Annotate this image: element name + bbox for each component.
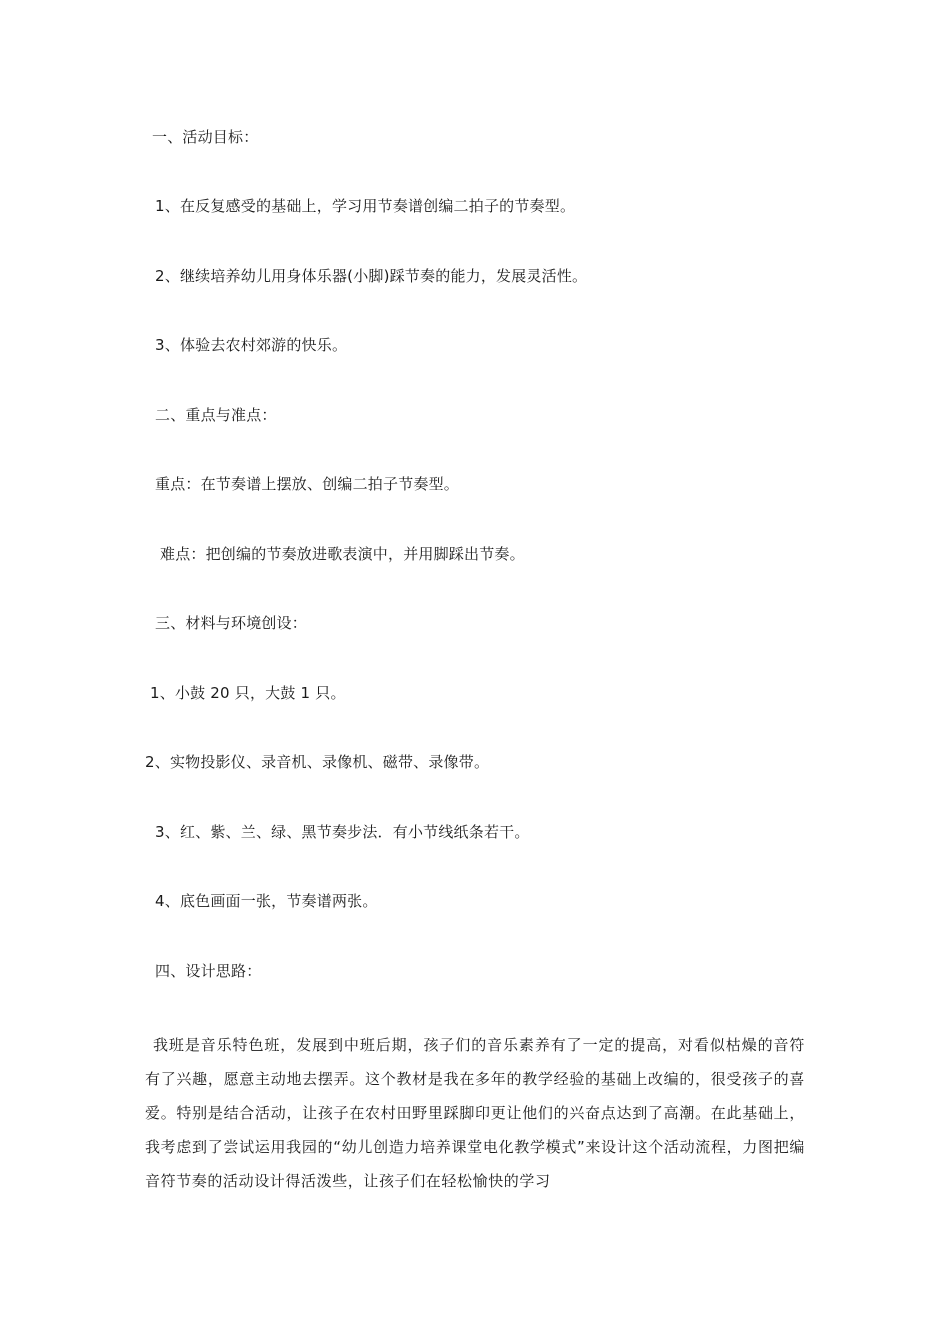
goal-item-1: 1、在反复感受的基础上，学习用节奏谱创编二拍子的节奏型。 — [155, 197, 576, 215]
heading-activity-goals: 一、活动目标： — [152, 128, 259, 146]
heading-key-points: 二、重点与准点： — [155, 406, 277, 424]
key-point-text: 重点：在节奏谱上摆放、创编二拍子节奏型。 — [155, 475, 460, 493]
design-ideas-paragraph: 我班是音乐特色班，发展到中班后期，孩子们的音乐素养有了一定的提高，对看似枯燥的音符有了兴趣，愿意主动地去摆弄。这个教材是我在多年的教学经验的基础上改编的，很受孩子的喜爱。特别是结合活动，让孩子在农村田野里踩脚印更让他们的兴奋点达到了高潮。在此基础上，我考虑到了尝试运用我园的“幼儿创造力培养课堂电化教学模式”来设计这个活动流程，力图把编音符节奏的活动设计得活泼些，让孩子们在轻松愉快的学习 — [145, 1036, 805, 1190]
material-item-1: 1、小鼓 20 只，大鼓 1 只。 — [150, 684, 346, 702]
goal-item-2: 2、继续培养幼儿用身体乐器(小脚)踩节奏的能力，发展灵活性。 — [155, 267, 588, 285]
heading-materials: 三、材料与环境创设： — [155, 614, 308, 632]
material-item-2: 2、实物投影仪、录音机、录像机、磁带、录像带。 — [145, 753, 490, 771]
material-item-4: 4、底色画面一张，节奏谱两张。 — [155, 892, 378, 910]
goal-item-3: 3、体验去农村郊游的快乐。 — [155, 336, 348, 354]
material-item-3: 3、红、紫、兰、绿、黑节奏步法．有小节线纸条若干。 — [155, 823, 530, 841]
heading-design-ideas: 四、设计思路： — [155, 962, 262, 980]
difficult-point-text: 难点：把创编的节奏放进歌表演中，并用脚踩出节奏。 — [160, 545, 525, 563]
